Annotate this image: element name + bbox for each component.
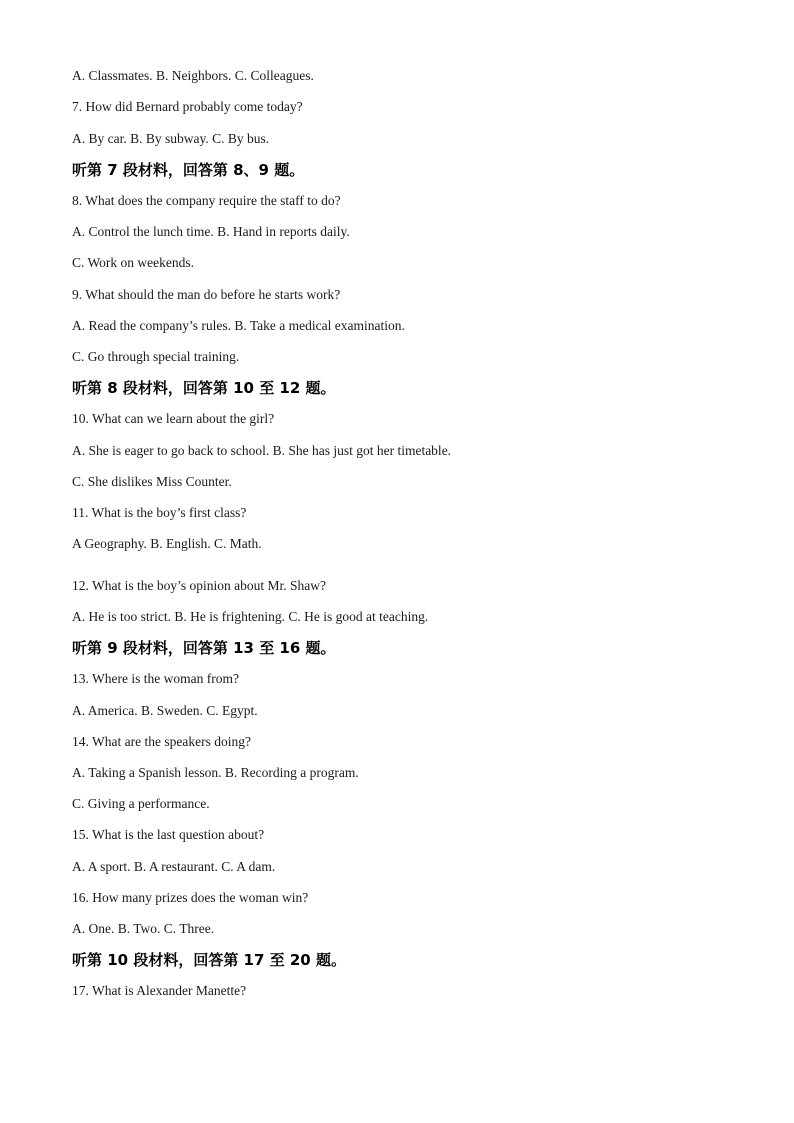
answer-options-q9-ab: A. Read the company’s rules. B. Take a medical examination. — [72, 318, 405, 333]
answer-options-q8-ab: A. Control the lunch time. B. Hand in reports daily. — [72, 224, 350, 239]
answer-options-q12: A. He is too strict. B. He is frightening. C. He is good at teaching. — [72, 609, 429, 624]
answer-options-q8-c: C. Work on weekends. — [72, 255, 195, 270]
section-heading-9: 听第 9 段材料，回答第 13 至 16 题。 — [72, 639, 336, 657]
answer-options-q10-ab: A. She is eager to go back to school. B. She has just got her timetable. — [72, 443, 452, 458]
answer-options-q9-c: C. Go through special training. — [72, 349, 240, 364]
answer-options-q16: A. One. B. Two. C. Three. — [72, 921, 215, 936]
answer-options-q14-c: C. Giving a performance. — [72, 796, 210, 811]
question-8: 8. What does the company require the staff to do? — [72, 193, 341, 208]
answer-options-q13: A. America. B. Sweden. C. Egypt. — [72, 703, 258, 718]
question-11: 11. What is the boy’s first class? — [72, 505, 247, 520]
answer-options-q10-c: C. She dislikes Miss Counter. — [72, 474, 232, 489]
answer-options-q6: A. Classmates. B. Neighbors. C. Colleagues. — [72, 68, 314, 83]
section-heading-10: 听第 10 段材料，回答第 17 至 20 题。 — [72, 951, 346, 969]
section-heading-8: 听第 8 段材料，回答第 10 至 12 题。 — [72, 379, 336, 397]
answer-options-q11: A Geography. B. English. C. Math. — [72, 536, 262, 551]
section-heading-7: 听第 7 段材料，回答第 8、9 题。 — [72, 161, 305, 179]
question-9: 9. What should the man do before he starts work? — [72, 287, 341, 302]
question-17: 17. What is Alexander Manette? — [72, 983, 247, 998]
answer-options-q7: A. By car. B. By subway. C. By bus. — [72, 131, 270, 146]
question-7: 7. How did Bernard probably come today? — [72, 99, 303, 114]
question-12: 12. What is the boy’s opinion about Mr. Shaw? — [72, 578, 326, 593]
question-14: 14. What are the speakers doing? — [72, 734, 251, 749]
question-16: 16. How many prizes does the woman win? — [72, 890, 309, 905]
question-15: 15. What is the last question about? — [72, 827, 265, 842]
answer-options-q14-ab: A. Taking a Spanish lesson. B. Recording a program. — [72, 765, 359, 780]
question-13: 13. Where is the woman from? — [72, 671, 239, 686]
answer-options-q15: A. A sport. B. A restaurant. C. A dam. — [72, 859, 276, 874]
question-10: 10. What can we learn about the girl? — [72, 411, 275, 426]
